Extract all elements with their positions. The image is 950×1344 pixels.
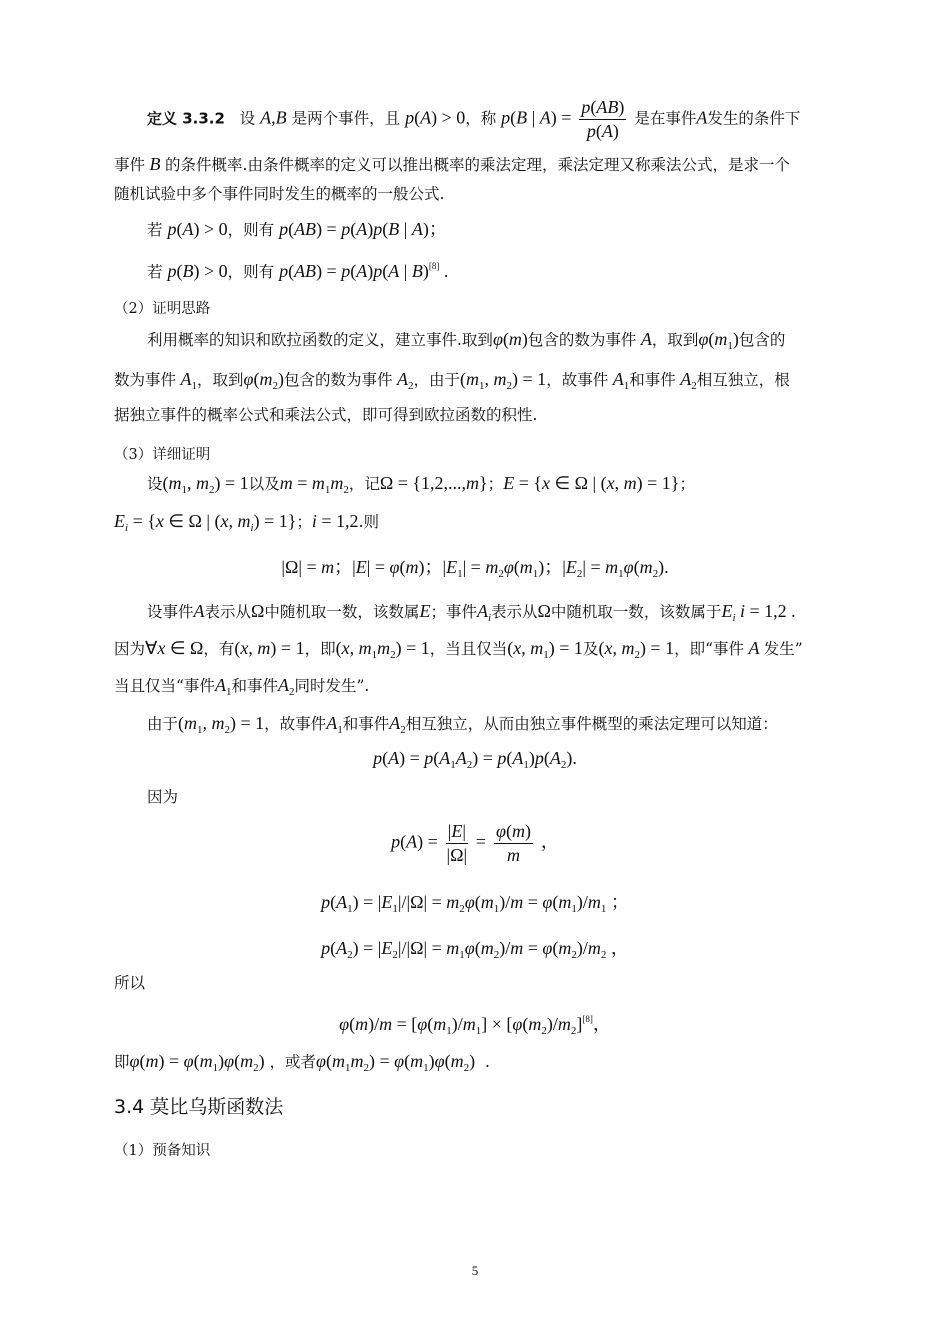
text: ，有: [203, 640, 235, 658]
definition-text: ，称: [465, 109, 497, 128]
conditional-probability-fraction: $\frac{p(AB)}{p(A)}$: [581, 97, 625, 141]
section-title: （3）详细证明: [114, 447, 211, 463]
formula-line: 若 p(B) > 0，则有 p(AB) = p(A)p(A | B)[8] .: [147, 261, 449, 281]
definition-label: 定义 3.3.2: [147, 109, 225, 128]
text: 设事件: [147, 603, 194, 621]
definition-text: 发生的条件下: [707, 109, 801, 128]
fraction: $\frac{\varphi(m)}{m}$: [495, 821, 531, 865]
text: 及: [582, 640, 599, 658]
text: 据独立事件的概率公式和乘法公式，即可得到欧拉函数的积性.: [114, 406, 538, 424]
text: ，取到: [197, 371, 244, 389]
fraction: $\frac{|E|}{|\Omega|}$: [446, 821, 468, 865]
text: 同时发生”.: [294, 677, 370, 695]
paragraph-line: 数为事件 $A_1$，取到$\varphi(m_2)$包含的数为事件 $A_2$，由于($m_1$, $m_2) = 1$，故事件 $A_1$和事件 $A_2$相互独立，根: [114, 369, 790, 392]
equation-line: $p(A_2) = |E_2|/|\Omega| = m_1\varphi(m_2)/m = \varphi(m_2)/m_2$ ，: [321, 938, 629, 961]
page-number: 5: [471, 1263, 479, 1278]
text: 因为: [114, 640, 146, 658]
text: 设: [147, 475, 163, 493]
text: 包含的数为事件: [527, 331, 637, 349]
text: ，当且仅当: [429, 640, 508, 658]
definition-text: 是两个事件，且: [291, 109, 401, 128]
definition-line: 定义 3.3.2 设 A,B 是两个事件，且 p(A) > 0，称 p(B | A) = $\frac{p(AB)}{p(A)}$ 是在事件A发生的条件下: [147, 97, 801, 141]
paragraph-line: 当且仅当“事件$A_1$和事件$A_2$同时发生”.: [114, 675, 370, 698]
text: 若: [147, 221, 163, 239]
text: 事件: [114, 156, 146, 174]
text: 相互独立，根: [696, 371, 790, 389]
section-title: （2）证明思路: [114, 301, 211, 317]
section-title: （1）预备知识: [114, 1143, 211, 1159]
paragraph-line: 由于($m_1$, $m_2) = 1$，故事件$A_1$和事件$A_2$相互独立，从而由独立事件概型的乘法定理可以知道：: [147, 713, 778, 736]
text: 包含的: [738, 331, 786, 349]
text: 表示从: [491, 603, 538, 621]
text: ；: [679, 475, 695, 493]
text: 以及: [248, 475, 280, 493]
text: 中随机取一数，该数属于: [550, 603, 722, 621]
text: 包含的数为事件: [284, 371, 393, 389]
text: .: [484, 1053, 490, 1071]
text: ，即: [304, 640, 336, 658]
text: ，由于: [413, 371, 461, 389]
text: 由于: [147, 715, 179, 733]
text: 中随机取一数，该数属: [264, 603, 420, 621]
text: 和事件: [629, 371, 676, 389]
text: ，故事件: [264, 715, 327, 733]
text: 利用概率的知识和欧拉函数的定义，建立事件.取到: [147, 331, 493, 349]
paragraph-line: [114, 972, 854, 994]
text: 若: [147, 263, 163, 281]
definition-text: 设: [239, 109, 256, 128]
text: 和事件: [342, 715, 390, 733]
equation-line: $p(A) = p(A_1A_2) = p(A_1)p(A_2)$.: [373, 748, 577, 771]
text: .则: [358, 513, 379, 531]
paragraph-line: 因为∀x ∈ Ω，有(x, m) = 1，即(x, $m_1m_2) = 1$，当且仅当(x, $m_1) = 1$及(x, $m_2) = 1$，即“事件 A 发生”: [114, 638, 803, 661]
paragraph-line: [114, 183, 854, 205]
text: 表示从: [204, 603, 252, 621]
citation: [8]: [582, 1014, 593, 1024]
citation: [8]: [428, 261, 440, 271]
paragraph-line: 设($m_1$, $m_2) = 1$以及$m = m_1m_2$，记Ω = {1,2,...,m}；E = {x ∈ Ω | (x, m) = 1}；: [147, 473, 695, 496]
text: ，则有: [227, 263, 275, 281]
paragraph-line: 即$\varphi(m) = \varphi(m_1)\varphi(m_2)$ ，或者$\varphi(m_1m_2) = \varphi(m_1)\varphi(m_2)$ .: [114, 1051, 490, 1074]
text: 和事件: [231, 677, 278, 695]
text: 当且仅当“事件: [114, 677, 215, 695]
text: ；: [487, 475, 504, 493]
paragraph-line: [114, 404, 854, 426]
text: 即: [114, 1053, 130, 1071]
text: 数为事件: [114, 371, 177, 389]
text: ；: [296, 513, 312, 531]
text: ，则有: [227, 221, 275, 239]
equation-line: |Ω| = m；|E| = φ(m)；$|E_1| = m_2\varphi(m_1)$；$|E_2| = m_1\varphi(m_2)$.: [281, 557, 669, 580]
paragraph-line: 利用概率的知识和欧拉函数的定义，建立事件.取到φ(m)包含的数为事件 A，取到$\varphi(m_1)$包含的: [147, 329, 786, 352]
math-inline: A: [260, 107, 272, 128]
paragraph-line: 事件 B 的条件概率.由条件概率的定义可以推出概率的乘法定理，乘法定理又称乘法公式，是求一个: [114, 154, 790, 174]
text: ，记: [348, 475, 380, 493]
text: 因为: [147, 788, 179, 806]
definition-text: 是在事件: [634, 109, 697, 128]
text: 的条件概率.由条件概率的定义可以推出概率的乘法定理，乘法定理又称乘法公式，是求一个: [165, 156, 790, 174]
section-heading: 3.4 莫比乌斯函数法: [114, 1096, 284, 1118]
equation-line: $p(A_1) = |E_1|/|\Omega| = m_2\varphi(m_1)/m = \varphi(m_1)/m_1$ ；: [321, 892, 629, 915]
paragraph-line: [147, 786, 887, 808]
text: 所以: [114, 974, 146, 992]
text: ；事件: [430, 603, 477, 621]
paragraph-line: $E_i = \{x$ ∈ Ω | (x, $m_i) = 1$}；i = 1,2.则: [114, 511, 379, 534]
equation-line: p(A) = $\frac{|E|}{|\Omega|}$ = $\frac{\varphi(m)}{m}$ ，: [391, 821, 559, 865]
paragraph-line: 设事件A表示从Ω中随机取一数，该数属E；事件$A_i$表示从Ω中随机取一数，该数属于$E_i$ i = 1,2 .: [147, 601, 796, 624]
text: ，取到: [651, 331, 699, 349]
formula-line: 若 p(A) > 0，则有 p(AB) = p(A)p(B | A)；: [147, 219, 447, 239]
math-inline: p: [405, 107, 415, 128]
text: 随机试验中多个事件同时发生的概率的一般公式.: [114, 185, 445, 203]
text: 相互独立，从而由独立事件概型的乘法定理可以知道：: [405, 715, 778, 733]
text: ，故事件: [546, 371, 609, 389]
equation-line: $\varphi(m)/m = [\varphi(m_1)/m_1] \times [\varphi(m_2)/m_2][8]$，: [339, 1014, 611, 1037]
text: 发生”: [763, 640, 803, 658]
text: ，即“事件: [674, 640, 745, 658]
text: ，或者: [269, 1053, 317, 1071]
